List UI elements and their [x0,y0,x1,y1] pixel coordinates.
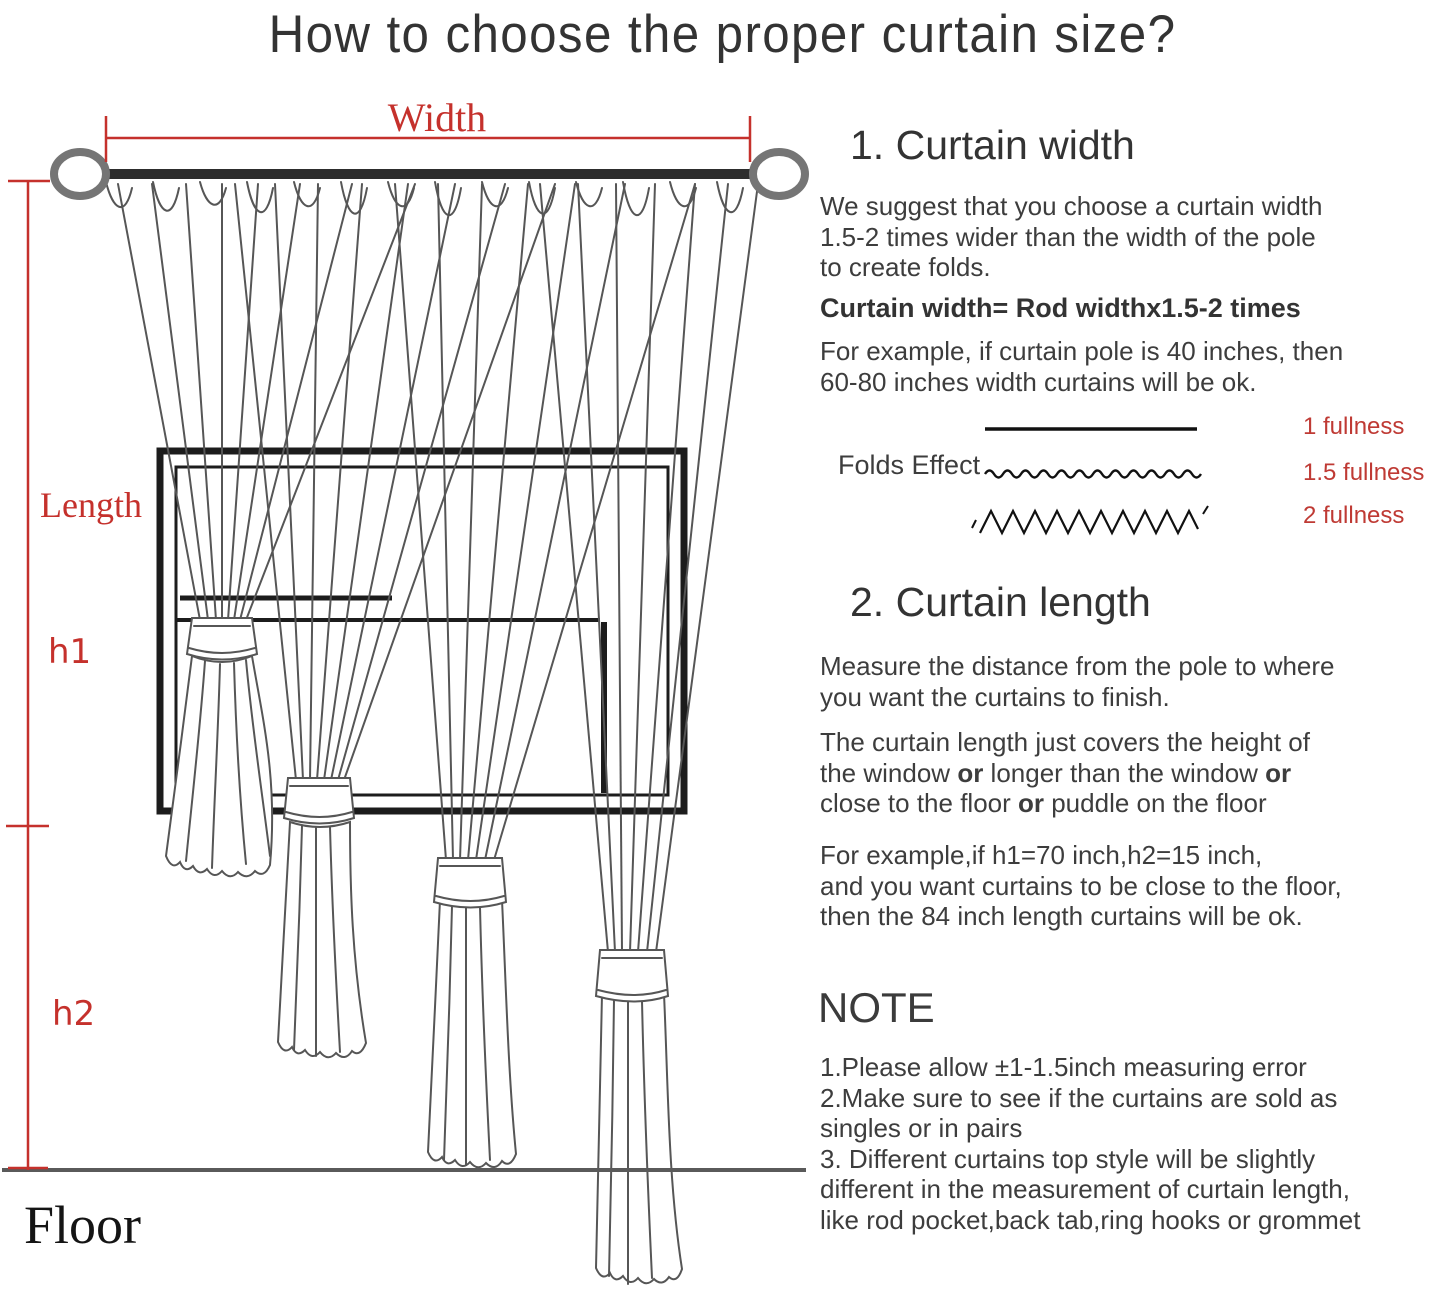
text-line: and you want curtains to be close to the floor, [820,870,1342,901]
fullness-2-label: 2 fullness [1303,502,1405,529]
section-heading-curtain-length: 2. Curtain length [850,579,1151,625]
curtain-length-covers [820,727,1310,819]
text-line: then the 84 inch length curtains will be ok. [820,901,1303,931]
curtain-length-example [820,840,1342,932]
fullness-2-line [980,511,1198,533]
section-heading-curtain-width: 1. Curtain width [850,122,1135,168]
curtain-panel-1-skirt [166,618,272,876]
note-line: singles or in pairs [820,1113,1023,1143]
note-line: 2.Make sure to see if the curtains are sold as [820,1082,1338,1113]
curtain-width-formula: Curtain width= Rod widthx1.5-2 times [820,293,1301,323]
curtain-fabric [106,182,758,1284]
note-line: 1.Please allow ±1-1.5inch measuring error [820,1052,1307,1082]
note-line: different in the measurement of curtain length, [820,1174,1350,1204]
curtain-panel-2-skirt [278,778,366,1057]
curtain-width-example [820,336,1343,397]
rod-ring-right [753,152,805,196]
folds-effect-lines [960,400,1300,550]
text-line: 1.5-2 times wider than the width of the pole [820,221,1316,252]
page-title: How to choose the proper curtain size? [268,5,1177,64]
rod-ring-left [54,152,106,196]
text-line: Measure the distance from the pole to where [820,651,1335,681]
text-line: For example, if curtain pole is 40 inches, then [820,336,1344,366]
text-line: We suggest that you choose a curtain width [820,191,1323,221]
curtain-panel-2-fan [235,184,555,780]
fullness-1-5-label: 1.5 fullness [1303,459,1425,486]
h1-dimension-label: h1 [48,632,92,672]
text-line: to create folds. [820,252,991,282]
length-dimension-label: Length [40,485,142,525]
text-line: you want the curtains to finish. [820,681,1170,712]
text-line: the window or longer than the window or [820,757,1292,788]
curtain-rod [100,169,762,179]
zigzag-end-tick [1203,506,1208,514]
folds-effect-label: Folds Effect [838,450,981,480]
curtain-panel-4-skirt [596,950,682,1284]
text-line: close to the floor or puddle on the floor [820,788,1267,818]
fullness-1-label: 1 fullness [1303,413,1405,440]
note-heading: NOTE [818,984,935,1031]
curtain-length-measure [820,651,1335,712]
curtain-panel-3-skirt [428,858,516,1167]
curtain-top-loops [106,182,743,215]
text-line: The curtain length just covers the height of [820,727,1310,757]
note-line: like rod pocket,back tab,ring hooks or grommet [820,1204,1361,1235]
text-line: For example,if h1=70 inch,h2=15 inch, [820,840,1263,870]
zigzag-start-tick [972,520,976,528]
length-dimension-line [6,181,50,1170]
fullness-1-5-line [985,471,1201,478]
curtain-panel-3-fan [395,184,695,860]
note-line: 3. Different curtains top style will be slightly [820,1143,1316,1174]
curtain-width-intro [820,191,1322,283]
note-list [820,1052,1360,1235]
curtain-panel-4-fan [540,184,758,952]
floor-label: Floor [24,1195,142,1255]
text-line: 60-80 inches width curtains will be ok. [820,366,1257,397]
width-dimension-label: Width [387,95,487,140]
h2-dimension-label: h2 [52,994,96,1034]
